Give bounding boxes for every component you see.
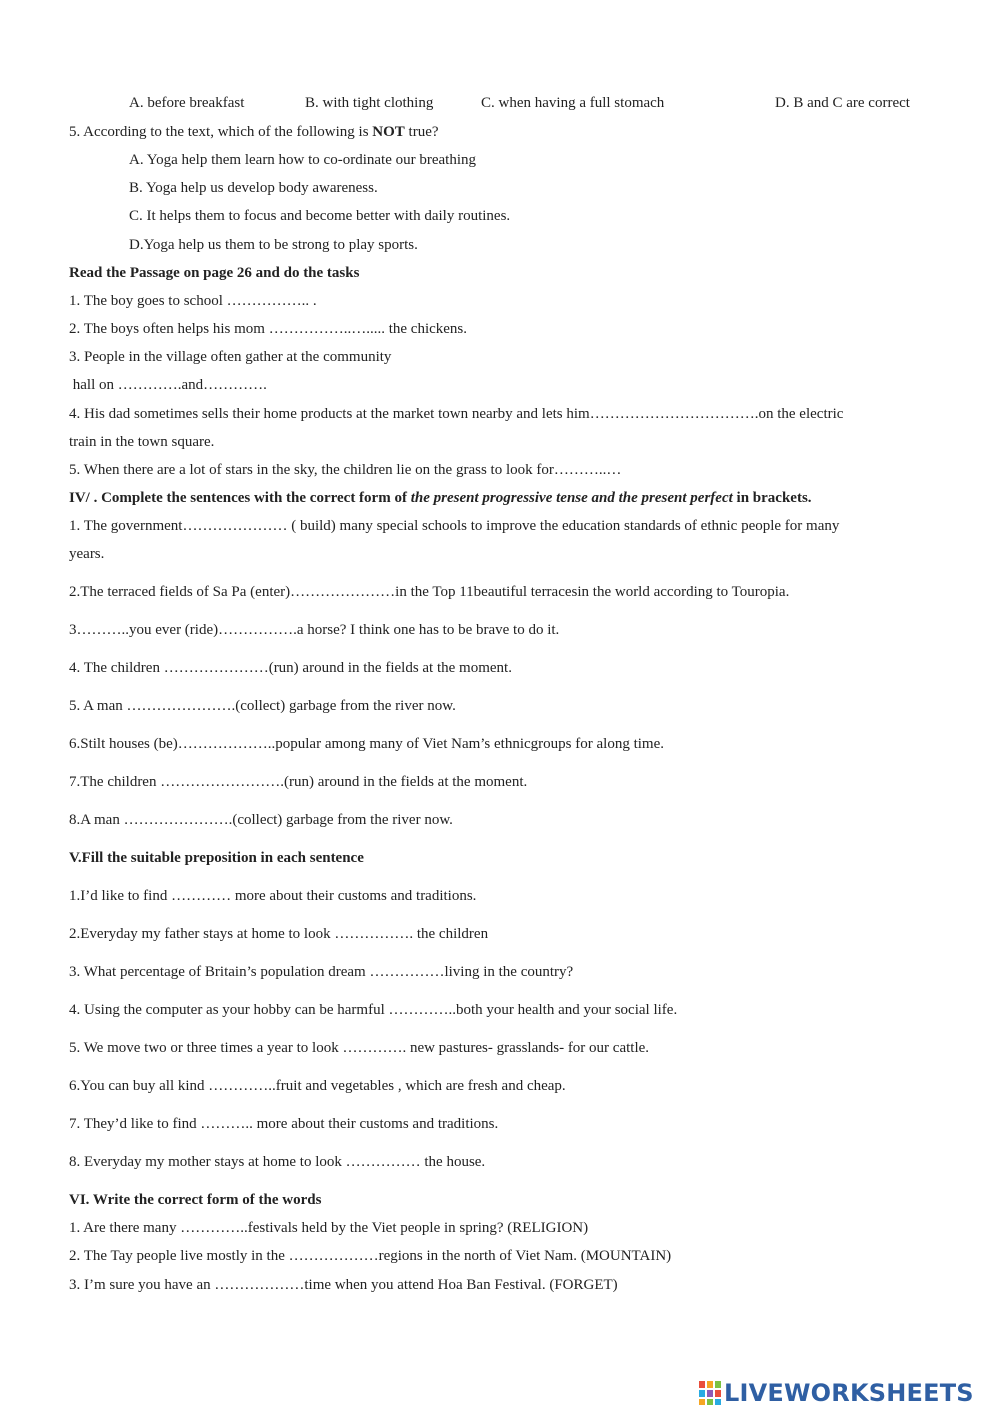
q5-option-b: B. Yoga help us develop body awareness. bbox=[129, 180, 378, 196]
section5-item: 7. They’d like to find ……….. more about their customs and traditions. bbox=[69, 1116, 499, 1132]
section6-item: 2. The Tay people live mostly in the ………………regions in the north of Viet Nam. (MOUNTAIN) bbox=[69, 1248, 672, 1264]
q5-option-d: D.Yoga help us them to be strong to play sports. bbox=[129, 237, 418, 253]
section4-item: 4. The children …………………(run) around in the fields at the moment. bbox=[69, 660, 512, 676]
liveworksheets-logo-icon bbox=[699, 1381, 721, 1405]
section5-item: 2.Everyday my father stays at home to look ……………. the children bbox=[69, 926, 489, 942]
section4-item: 1. The government………………… ( build) many special schools to improve the education standards of ethnic people for many bbox=[69, 518, 840, 534]
section5-item: 8. Everyday my mother stays at home to look …………… the house. bbox=[69, 1154, 486, 1170]
q4-option-d: D. B and C are correct bbox=[775, 95, 910, 111]
passage-heading: Read the Passage on page 26 and do the tasks bbox=[69, 265, 360, 281]
section4-item: 8.A man ………………….(collect) garbage from the river now. bbox=[69, 812, 453, 828]
section4-item: 6.Stilt houses (be)………………..popular among many of Viet Nam’s ethnicgroups for along time. bbox=[69, 736, 664, 752]
q4-option-c: C. when having a full stomach bbox=[481, 95, 665, 111]
passage-item: hall on ………….and…………. bbox=[69, 377, 267, 393]
q5-option-a: A. Yoga help them learn how to co-ordinate our breathing bbox=[129, 152, 476, 168]
section5-item: 3. What percentage of Britain’s population dream ……………living in the country? bbox=[69, 964, 574, 980]
q4-option-b: B. with tight clothing bbox=[305, 95, 434, 111]
section6-item: 3. I’m sure you have an ………………time when you attend Hoa Ban Festival. (FORGET) bbox=[69, 1277, 618, 1293]
section4-item: 5. A man ………………….(collect) garbage from the river now. bbox=[69, 698, 456, 714]
passage-item: 2. The boys often helps his mom ……………..…..... the chickens. bbox=[69, 321, 468, 337]
passage-item: train in the town square. bbox=[69, 434, 215, 450]
passage-item: 4. His dad sometimes sells their home products at the market town nearby and lets him…………………………….on the electric bbox=[69, 406, 844, 422]
liveworksheets-wordmark: LIVEWORKSHEETS bbox=[724, 1379, 974, 1407]
q5-question: 5. According to the text, which of the following is NOT true? bbox=[69, 124, 439, 140]
section5-item: 5. We move two or three times a year to look …………. new pastures- grasslands- for our cattle. bbox=[69, 1040, 650, 1056]
section6-heading: VI. Write the correct form of the words bbox=[69, 1192, 322, 1208]
section4-item: 7.The children …………………….(run) around in the fields at the moment. bbox=[69, 774, 528, 790]
section5-item: 1.I’d like to find ………… more about their customs and traditions. bbox=[69, 888, 477, 904]
section5-item: 6.You can buy all kind …………..fruit and vegetables , which are fresh and cheap. bbox=[69, 1078, 566, 1094]
q4-option-a: A. before breakfast bbox=[129, 95, 245, 111]
section6-item: 1. Are there many …………..festivals held by the Viet people in spring? (RELIGION) bbox=[69, 1220, 589, 1236]
section4-item: 2.The terraced fields of Sa Pa (enter)…………………in the Top 11beautiful terracesin the world according to Touropia. bbox=[69, 584, 790, 600]
section4-heading: IV/ . Complete the sentences with the correct form of the present progressive tense and the present perfect in brackets. bbox=[69, 490, 812, 506]
passage-item: 1. The boy goes to school …………….. . bbox=[69, 293, 317, 309]
liveworksheets-watermark bbox=[699, 1378, 994, 1408]
section4-item: years. bbox=[69, 546, 105, 562]
section5-heading: V.Fill the suitable preposition in each sentence bbox=[69, 850, 364, 866]
section5-item: 4. Using the computer as your hobby can be harmful …………..both your health and your social life. bbox=[69, 1002, 678, 1018]
passage-item: 5. When there are a lot of stars in the sky, the children lie on the grass to look for………..… bbox=[69, 462, 622, 478]
passage-item: 3. People in the village often gather at the community bbox=[69, 349, 392, 365]
q5-option-c: C. It helps them to focus and become better with daily routines. bbox=[129, 208, 511, 224]
section4-item: 3………..you ever (ride)…………….a horse? I think one has to be brave to do it. bbox=[69, 622, 560, 638]
